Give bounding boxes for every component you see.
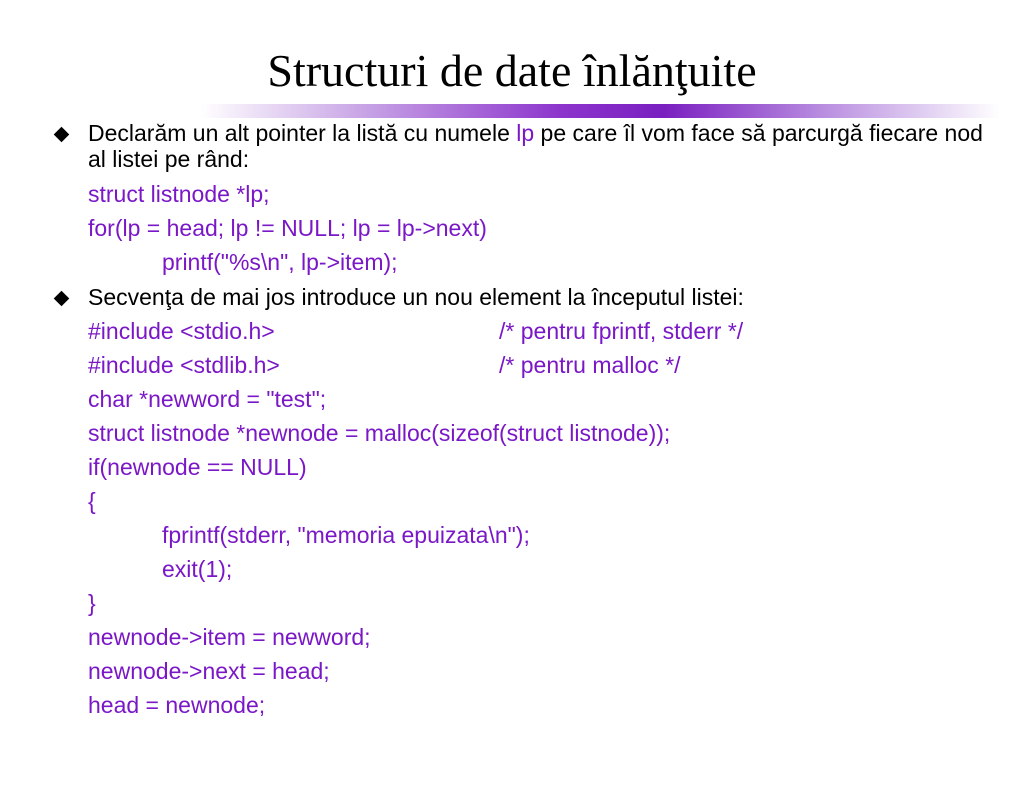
code-line: #include <stdio.h> — [88, 318, 275, 344]
pointer-name-highlight: lp — [516, 120, 535, 146]
slide-title: Structuri de date înlănţuite — [267, 45, 757, 96]
code-line: if(newnode == NULL) — [88, 454, 307, 480]
diamond-bullet-icon — [54, 127, 70, 143]
code-line: for(lp = head; lp != NULL; lp = lp->next) — [88, 215, 487, 241]
code-line: struct listnode *newnode = malloc(sizeof(struct listnode)); — [88, 420, 671, 446]
code-line: newnode->next = head; — [88, 658, 330, 684]
diamond-bullet-icon — [54, 291, 70, 307]
code-line: struct listnode *lp; — [88, 181, 270, 207]
bullet-text-1-before: Declarăm un alt pointer la listă cu numele — [88, 120, 517, 146]
bullet-text-1-after: pe care îl vom face să parcurgă fiecare nod al listei pe rând: — [88, 120, 983, 172]
code-comment: /* pentru fprintf, stderr */ — [499, 318, 744, 344]
code-line: head = newnode; — [88, 692, 266, 718]
code-comment: /* pentru malloc */ — [499, 352, 681, 378]
code-line: } — [88, 590, 96, 616]
bullet-text-1 — [88, 120, 1004, 172]
code-line: char *newword = "test"; — [88, 386, 327, 412]
code-line: newnode->item = newword; — [88, 624, 371, 650]
code-line: fprintf(stderr, "memoria epuizata\n"); — [162, 522, 530, 548]
bullet-text-2: Secvenţa de mai jos introduce un nou element la începutul listei: — [88, 284, 744, 310]
code-line: #include <stdlib.h> — [88, 352, 280, 378]
title-divider — [200, 104, 1000, 118]
code-line: exit(1); — [162, 556, 233, 582]
code-line: { — [88, 488, 96, 514]
code-line: printf("%s\n", lp->item); — [162, 249, 398, 275]
